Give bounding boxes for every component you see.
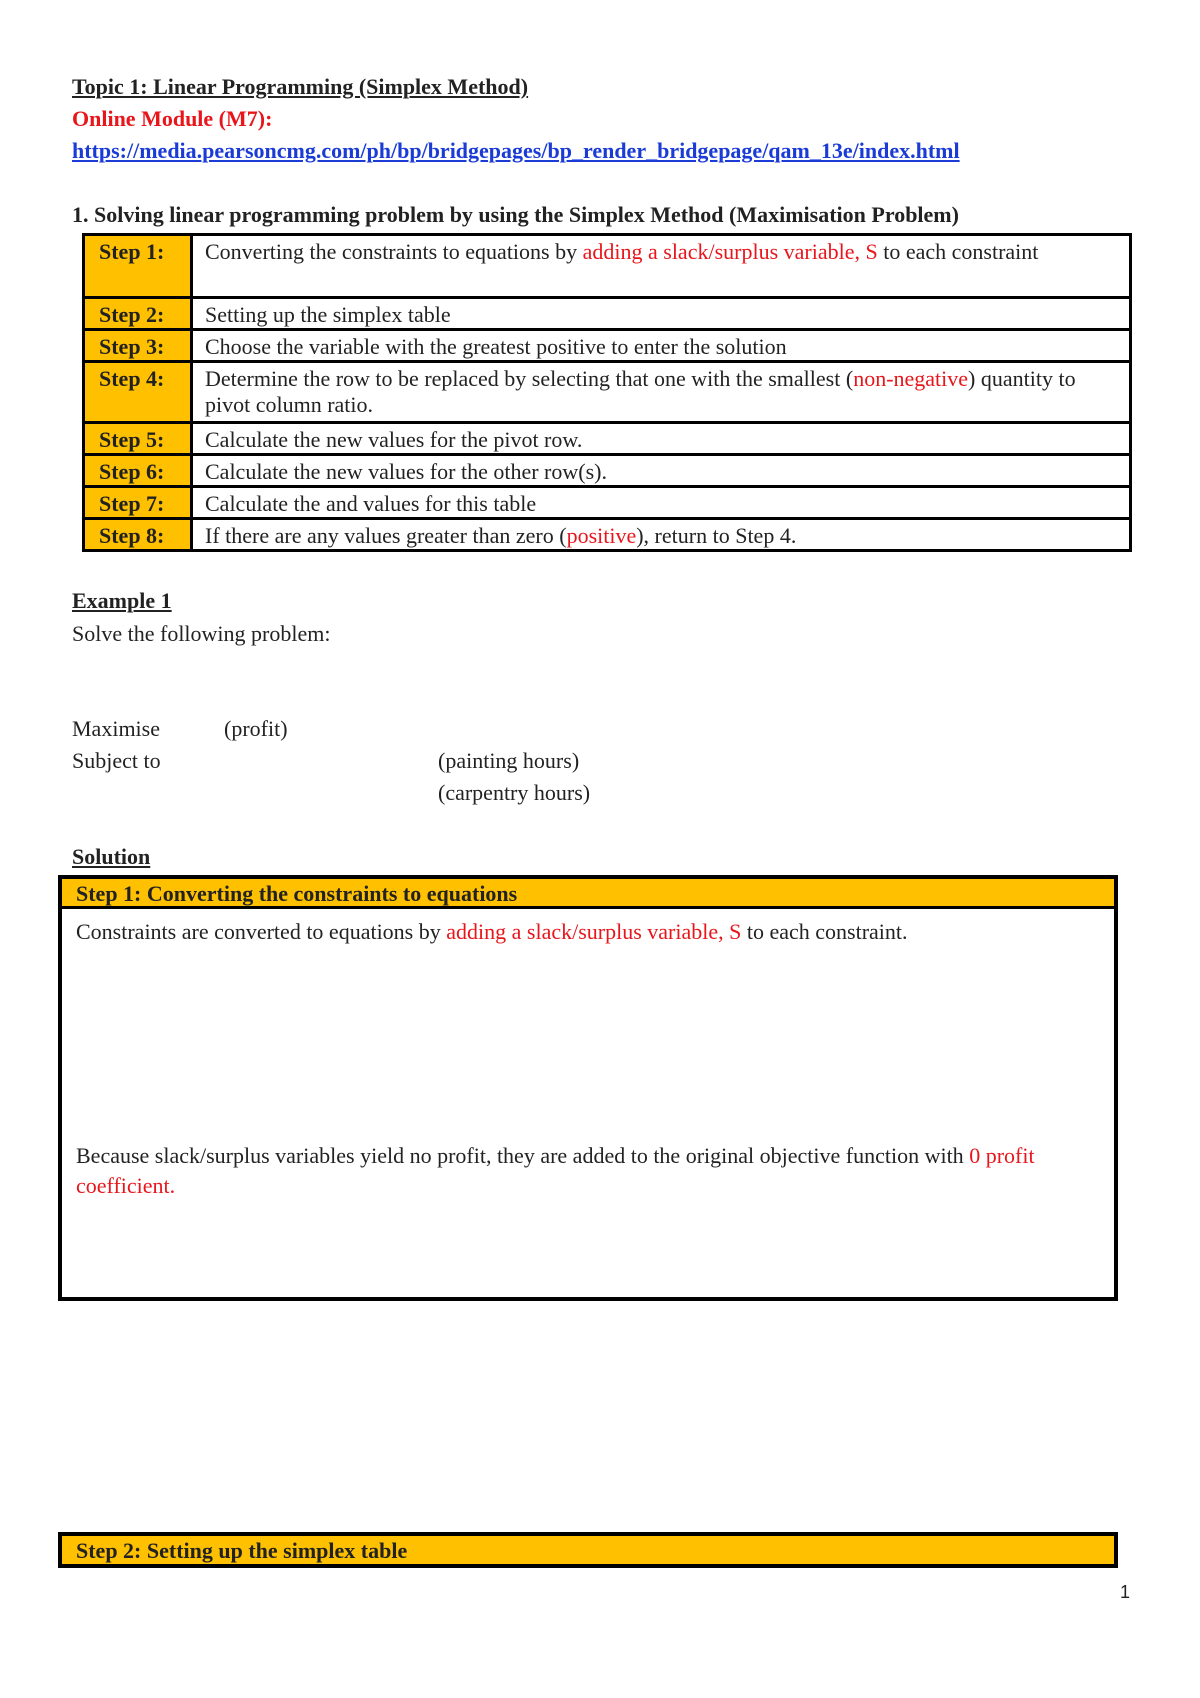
step-label: Step 8: <box>85 520 193 549</box>
step-text: If there are any values greater than zero (positive), return to Step 4. <box>205 523 797 548</box>
step-text: Calculate the new values for the other row(s). <box>205 459 607 484</box>
step-text: Determine the row to be replaced by selecting that one with the smallest (non-negative) quantity to pivot column ratio. <box>205 366 1076 417</box>
step-label: Step 6: <box>85 456 193 485</box>
step-label: Step 1: <box>85 236 193 296</box>
step-text: Calculate the new values for the pivot row. <box>205 427 583 452</box>
step-label: Step 3: <box>85 331 193 360</box>
step-row-4 <box>85 363 1129 424</box>
step-row-6 <box>85 456 1129 488</box>
steps-table <box>82 233 1132 552</box>
step-text: Setting up the simplex table <box>205 302 451 327</box>
step1-box-text: Constraints are converted to equations by adding a slack/surplus variable, S to each constraint. <box>76 919 908 944</box>
step-row-1 <box>85 236 1129 299</box>
online-module-label: Online Module (M7): <box>72 106 273 131</box>
step-row-3 <box>85 331 1129 363</box>
step2-solution-box <box>58 1532 1118 1568</box>
constraint-painting: (painting hours) <box>438 748 580 773</box>
page-title: Topic 1: Linear Programming (Simplex Method) <box>72 74 529 99</box>
step-row-8 <box>85 520 1129 549</box>
maximise-label: Maximise <box>72 716 160 741</box>
maximise-value: (profit) <box>224 716 288 741</box>
page-number: 1 <box>1120 1582 1131 1602</box>
step-label: Step 2: <box>85 299 193 328</box>
module-link[interactable]: https://media.pearsoncmg.com/ph/bp/bridgepages/bp_render_bridgepage/qam_13e/index.html <box>72 138 960 163</box>
step-label: Step 4: <box>85 363 193 421</box>
section-heading: 1. Solving linear programming problem by using the Simplex Method (Maximisation Problem) <box>72 202 959 227</box>
solution-title: Solution <box>72 844 151 869</box>
step1-box-note: Because slack/surplus variables yield no profit, they are added to the original objective function with 0 profit coefficient. <box>76 1143 1035 1198</box>
example-title: Example 1 <box>72 588 172 613</box>
subject-to-label: Subject to <box>72 748 161 773</box>
step-text: Converting the constraints to equations by adding a slack/surplus variable, S to each constraint <box>205 239 1039 264</box>
step-text: Calculate the and values for this table <box>205 491 537 516</box>
step1-box-header: Step 1: Converting the constraints to equations <box>62 879 1114 909</box>
step-text: Choose the variable with the greatest positive to enter the solution <box>205 334 787 359</box>
step1-solution-box <box>58 875 1118 1301</box>
step-label: Step 5: <box>85 424 193 453</box>
step-label: Step 7: <box>85 488 193 517</box>
step-row-2 <box>85 299 1129 331</box>
step2-box-header: Step 2: Setting up the simplex table <box>62 1536 1114 1564</box>
constraint-carpentry: (carpentry hours) <box>438 780 591 805</box>
example-subtitle: Solve the following problem: <box>72 621 331 646</box>
step-row-7 <box>85 488 1129 520</box>
step-row-5 <box>85 424 1129 456</box>
